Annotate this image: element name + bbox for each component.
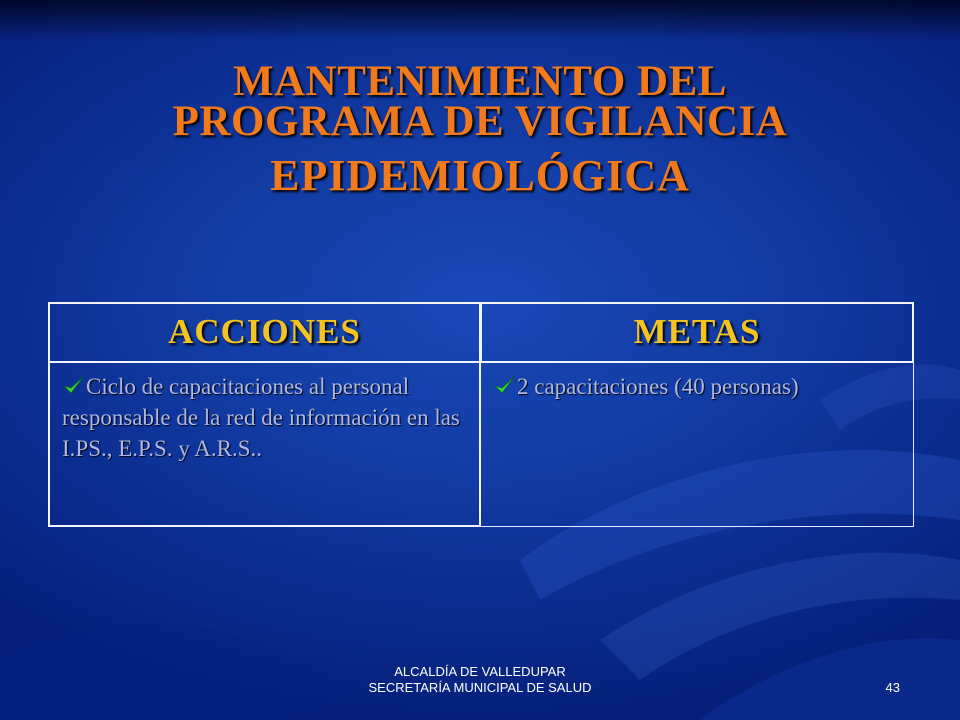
page-number: 43 [885, 680, 900, 695]
title-line-1: MANTENIMIENTO DEL [233, 58, 727, 105]
table-cell-accion [48, 363, 481, 527]
accion-text: Ciclo de capacitaciones al personal responsable de la red de información en las I.PS., E.P.S. y A.R.S.. [62, 374, 460, 461]
title-line-3: EPIDEMIOLÓGICA [270, 151, 690, 200]
table-cell-meta [481, 363, 914, 527]
accion-text-block [62, 371, 477, 464]
header-acciones-label: ACCIONES [168, 312, 361, 351]
title-line-2: PROGRAMA DE VIGILANCIA [172, 98, 788, 145]
table-header-acciones [48, 302, 481, 363]
check-icon [62, 374, 86, 396]
meta-text-block [493, 371, 903, 402]
footer-line-1: ALCALDÍA DE VALLEDUPAR [394, 664, 566, 679]
meta-text: 2 capacitaciones (40 personas) [517, 374, 799, 399]
footer-line-2: SECRETARÍA MUNICIPAL DE SALUD [368, 680, 592, 695]
check-icon [493, 374, 517, 396]
slide-footer [280, 664, 680, 696]
header-metas-label: METAS [633, 312, 761, 351]
table-header-metas [481, 302, 914, 363]
